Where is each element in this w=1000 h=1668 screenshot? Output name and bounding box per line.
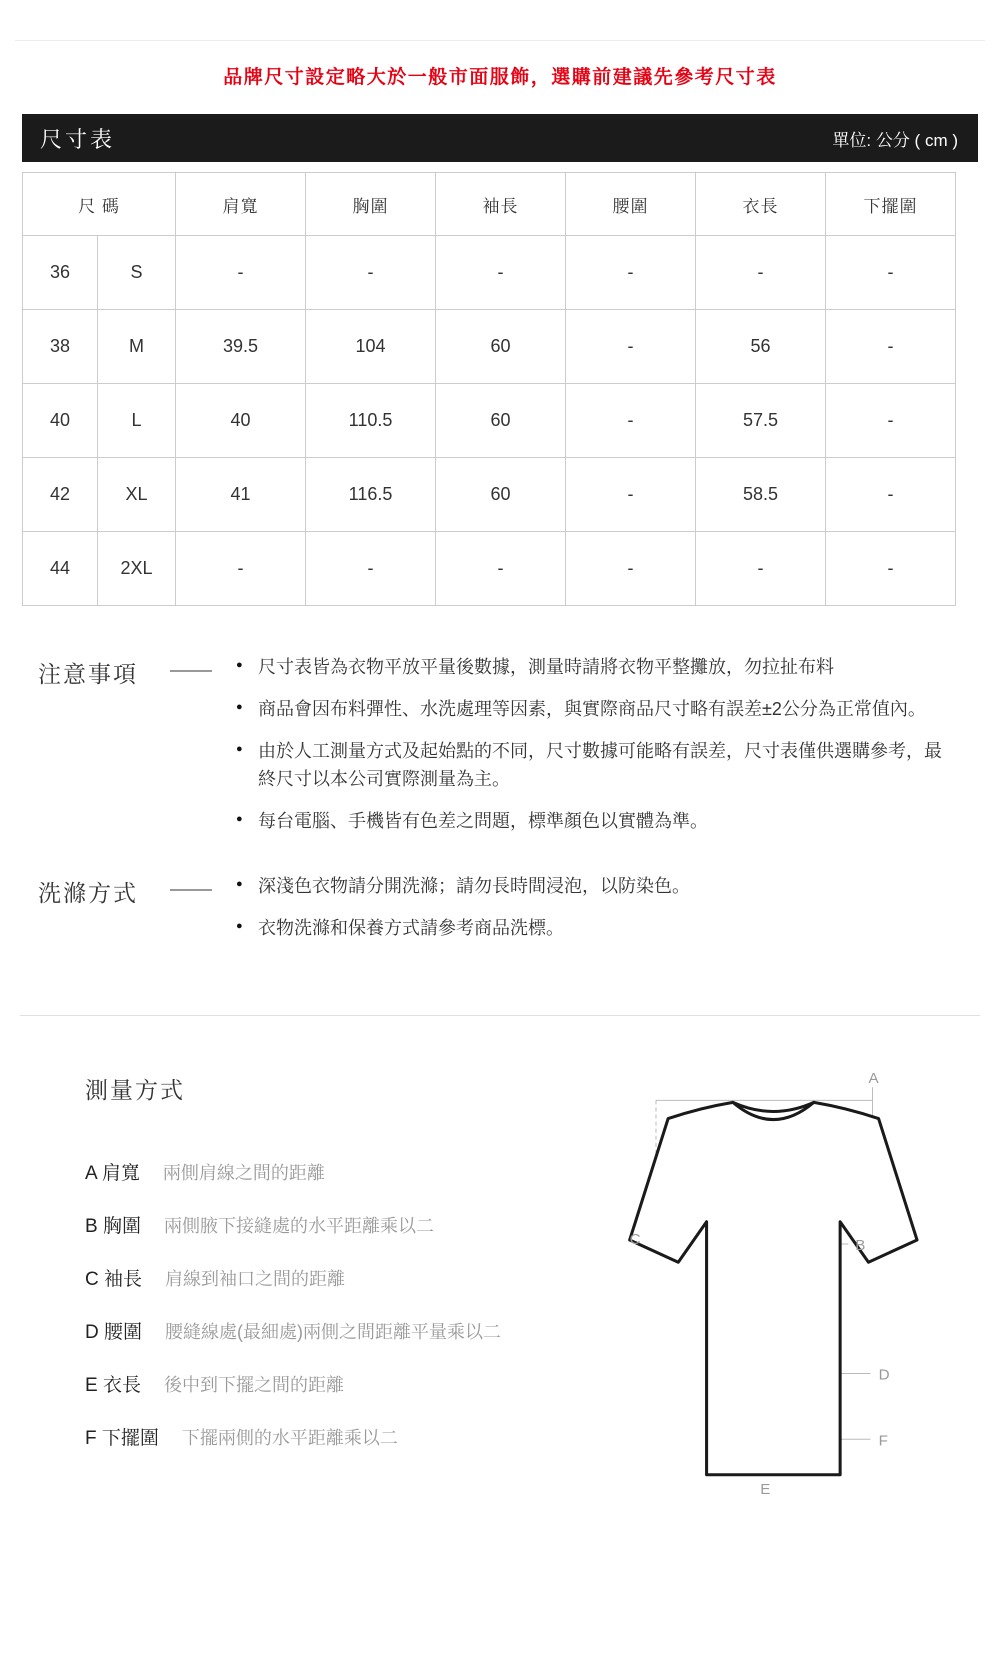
measure-desc: 下擺兩側的水平距離乘以二 (181, 1428, 398, 1449)
size-letter: S (98, 236, 176, 310)
measure-desc: 腰縫線處(最細處)兩側之間距離平量乘以二 (165, 1322, 502, 1343)
list-item (236, 696, 952, 724)
table-row (23, 384, 956, 458)
measure-desc: 肩線到袖口之間的距離 (165, 1269, 346, 1290)
size-table (22, 172, 956, 606)
washing-section (0, 873, 1000, 957)
cell-chest: 104 (306, 310, 436, 384)
list-item (85, 1424, 610, 1453)
col-header-sleeve: 袖長 (436, 173, 566, 236)
size-chart-header-bar (22, 114, 978, 162)
cell-hem: - (826, 532, 956, 606)
cell-waist: - (566, 384, 696, 458)
dash-rule (170, 889, 212, 891)
note-text: 每台電腦、手機皆有色差之問題，標準顏色以實體為準。 (258, 810, 708, 831)
size-letter: 2XL (98, 532, 176, 606)
size-num: 42 (23, 458, 98, 532)
col-header-chest: 胸圍 (306, 173, 436, 236)
cell-chest: - (306, 236, 436, 310)
cell-shoulder: - (176, 532, 306, 606)
cell-length: 57.5 (696, 384, 826, 458)
size-letter: XL (98, 458, 176, 532)
cell-hem: - (826, 236, 956, 310)
section-divider (20, 1015, 980, 1016)
col-header-length: 衣長 (696, 173, 826, 236)
diagram-label-e: E (760, 1481, 771, 1499)
list-item (236, 738, 952, 794)
measure-desc: 後中到下擺之間的距離 (163, 1375, 344, 1396)
col-header-hem: 下擺圍 (826, 173, 956, 236)
washing-list (236, 873, 952, 957)
list-item (236, 654, 952, 682)
cell-length: - (696, 532, 826, 606)
measure-label: F 下擺圍 (85, 1428, 159, 1450)
bullet-icon: ● (236, 920, 243, 933)
measurement-title: 測量方式 (85, 1077, 185, 1104)
cell-sleeve: 60 (436, 384, 566, 458)
size-letter: L (98, 384, 176, 458)
size-chart-title: 尺寸表 (40, 126, 116, 152)
diagram-label-c: C (629, 1231, 641, 1249)
cell-chest: 116.5 (306, 458, 436, 532)
cell-sleeve: 60 (436, 458, 566, 532)
list-item (85, 1212, 610, 1241)
cell-hem: - (826, 310, 956, 384)
list-item (236, 915, 952, 943)
washing-title: 洗滌方式 (38, 880, 138, 907)
list-item (236, 808, 952, 836)
diagram-label-f: F (878, 1432, 888, 1450)
cell-sleeve: 60 (436, 310, 566, 384)
notes-list (236, 654, 952, 849)
cell-waist: - (566, 310, 696, 384)
list-item (85, 1265, 610, 1294)
notes-section (0, 654, 1000, 849)
col-header-size-code: 尺 碼 (23, 173, 176, 236)
cell-waist: - (566, 532, 696, 606)
bullet-icon: ● (236, 878, 243, 891)
cell-shoulder: - (176, 236, 306, 310)
cell-shoulder: 41 (176, 458, 306, 532)
tshirt-outline (630, 1103, 917, 1475)
measure-label: A 肩寬 (85, 1163, 140, 1185)
notes-title: 注意事項 (38, 661, 138, 687)
measure-label: D 腰圍 (85, 1322, 143, 1344)
col-header-shoulder: 肩寬 (176, 173, 306, 236)
measurement-text-column (85, 1068, 610, 1477)
col-header-waist: 腰圍 (566, 173, 696, 236)
size-num: 44 (23, 532, 98, 606)
cell-length: 58.5 (696, 458, 826, 532)
size-num: 36 (23, 236, 98, 310)
cell-shoulder: 40 (176, 384, 306, 458)
dash-rule (170, 670, 212, 672)
note-text: 尺寸表皆為衣物平放平量後數據，測量時請將衣物平整攤放，勿拉扯布料 (258, 657, 834, 677)
cell-sleeve: - (436, 236, 566, 310)
table-row (23, 458, 956, 532)
note-text: 衣物洗滌和保養方式請參考商品洗標。 (258, 918, 564, 939)
diagram-label-a: A (868, 1070, 879, 1088)
measure-label: B 胸圍 (85, 1216, 141, 1238)
table-row (23, 310, 956, 384)
cell-hem: - (826, 384, 956, 458)
measure-label: E 衣長 (85, 1375, 141, 1397)
size-chart-unit: 單位: 公分 ( cm ) (832, 130, 958, 150)
note-text: 商品會因布料彈性、水洗處理等因素，與實際商品尺寸略有誤差±2公分為正常值內。 (258, 698, 926, 719)
tshirt-measurement-diagram (610, 1070, 962, 1500)
cell-chest: 110.5 (306, 384, 436, 458)
tshirt-diagram-svg (610, 1070, 962, 1500)
cell-chest: - (306, 532, 436, 606)
measure-desc: 兩側腋下接縫處的水平距離乘以二 (163, 1216, 434, 1237)
size-num: 38 (23, 310, 98, 384)
size-num: 40 (23, 384, 98, 458)
list-item (85, 1371, 610, 1400)
measurement-list (85, 1159, 610, 1453)
cell-sleeve: - (436, 532, 566, 606)
size-table-header-row (23, 173, 956, 236)
measure-desc: 兩側肩線之間的距離 (162, 1163, 325, 1184)
measure-label: C 袖長 (85, 1269, 143, 1291)
measurement-section (0, 1068, 1000, 1500)
diagram-label-b: B (855, 1237, 866, 1255)
list-item (85, 1159, 610, 1188)
bullet-icon: ● (236, 700, 243, 713)
bullet-icon: ● (236, 812, 243, 825)
cell-waist: - (566, 236, 696, 310)
table-row (23, 236, 956, 310)
cell-waist: - (566, 458, 696, 532)
cell-length: - (696, 236, 826, 310)
cell-shoulder: 39.5 (176, 310, 306, 384)
note-text: 深淺色衣物請分開洗滌；請勿長時間浸泡，以防染色。 (258, 876, 690, 897)
note-text: 由於人工測量方式及起始點的不同，尺寸數據可能略有誤差，尺寸表僅供選購參考，最終尺寸以本公司實際測量為主。 (258, 740, 942, 789)
brand-size-notice: 品牌尺寸設定略大於一般市面服飾，選購前建議先參考尺寸表 (223, 67, 777, 88)
size-letter: M (98, 310, 176, 384)
table-row (23, 532, 956, 606)
bullet-icon: ● (236, 742, 243, 755)
cell-hem: - (826, 458, 956, 532)
diagram-label-d: D (878, 1366, 890, 1384)
cell-length: 56 (696, 310, 826, 384)
list-item (85, 1318, 610, 1347)
top-divider (15, 40, 985, 41)
bullet-icon: ● (236, 659, 243, 671)
list-item (236, 873, 952, 901)
